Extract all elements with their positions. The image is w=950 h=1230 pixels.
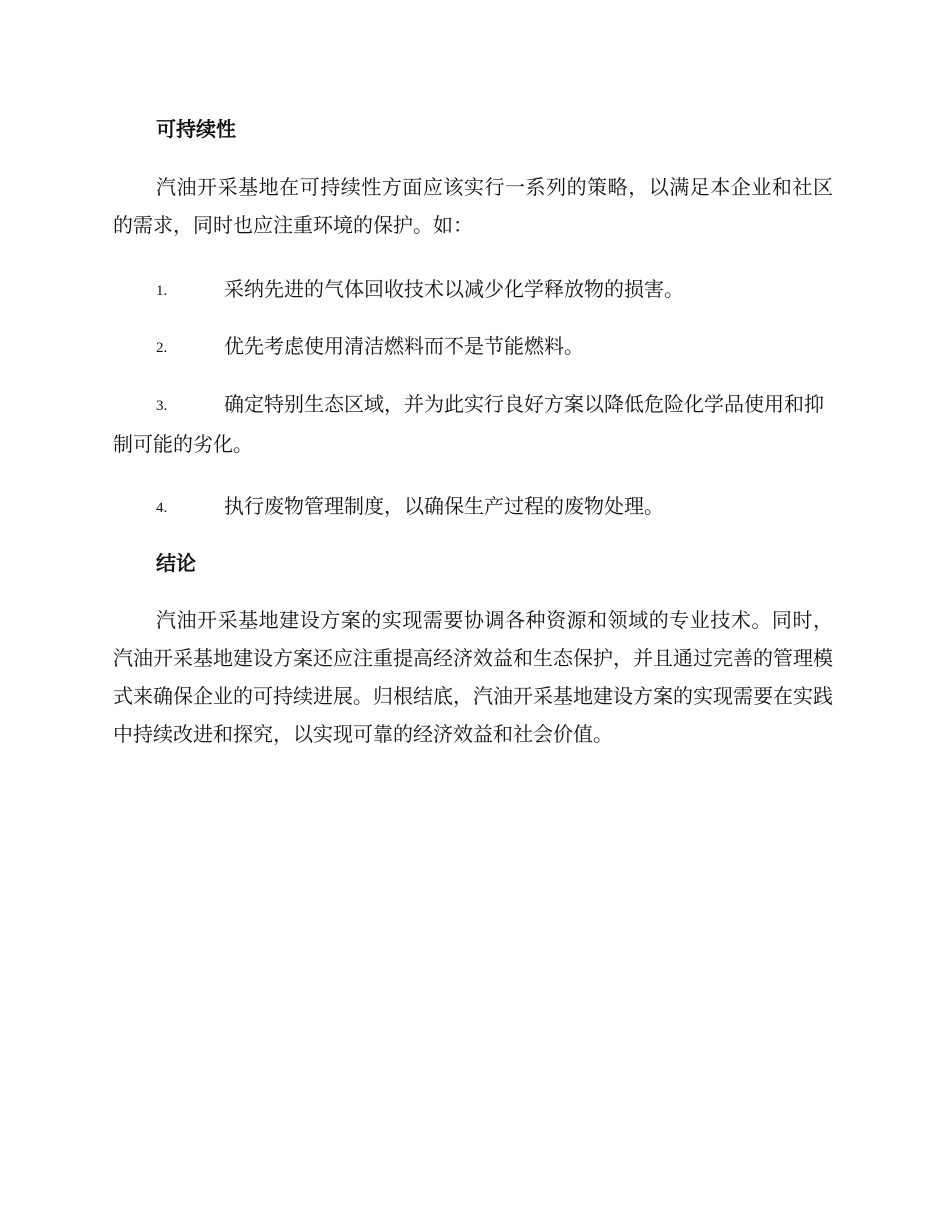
list-item [113,327,833,367]
list-item-text: 优先考虑使用清洁燃料而不是节能燃料。 [224,334,584,358]
sustainability-intro-paragraph: 汽油开采基地在可持续性方面应该实行一系列的策略，以满足本企业和社区的需求，同时也应注重环境的保护。如： [113,175,833,237]
list-item [113,385,833,463]
list-item-number: 4. [156,500,168,516]
list-item-text: 采纳先进的气体回收技术以减少化学释放物的损害。 [224,277,684,301]
list-item-text: 确定特别生态区域，并为此实行良好方案以降低危险化学品使用和抑制可能的劣化。 [113,392,824,456]
list-item-number: 3. [156,398,168,414]
section-heading-conclusion: 结论 [156,551,196,575]
list-item [113,487,833,527]
list-item-number: 2. [156,340,168,356]
list-item [113,270,833,310]
conclusion-paragraph: 汽油开采基地建设方案的实现需要协调各种资源和领域的专业技术。同时，汽油开采基地建设方案还应注重提高经济效益和生态保护，并且通过完善的管理模式来确保企业的可持续进展。归根结底，汽油开采基地建设方案的实现需要在实践中持续改进和探究，以实现可靠的经济效益和社会价值。 [113,608,833,746]
list-item-text: 执行废物管理制度，以确保生产过程的废物处理。 [224,494,664,518]
list-item-number: 1. [156,283,168,299]
section-heading-sustainability: 可持续性 [156,117,236,141]
